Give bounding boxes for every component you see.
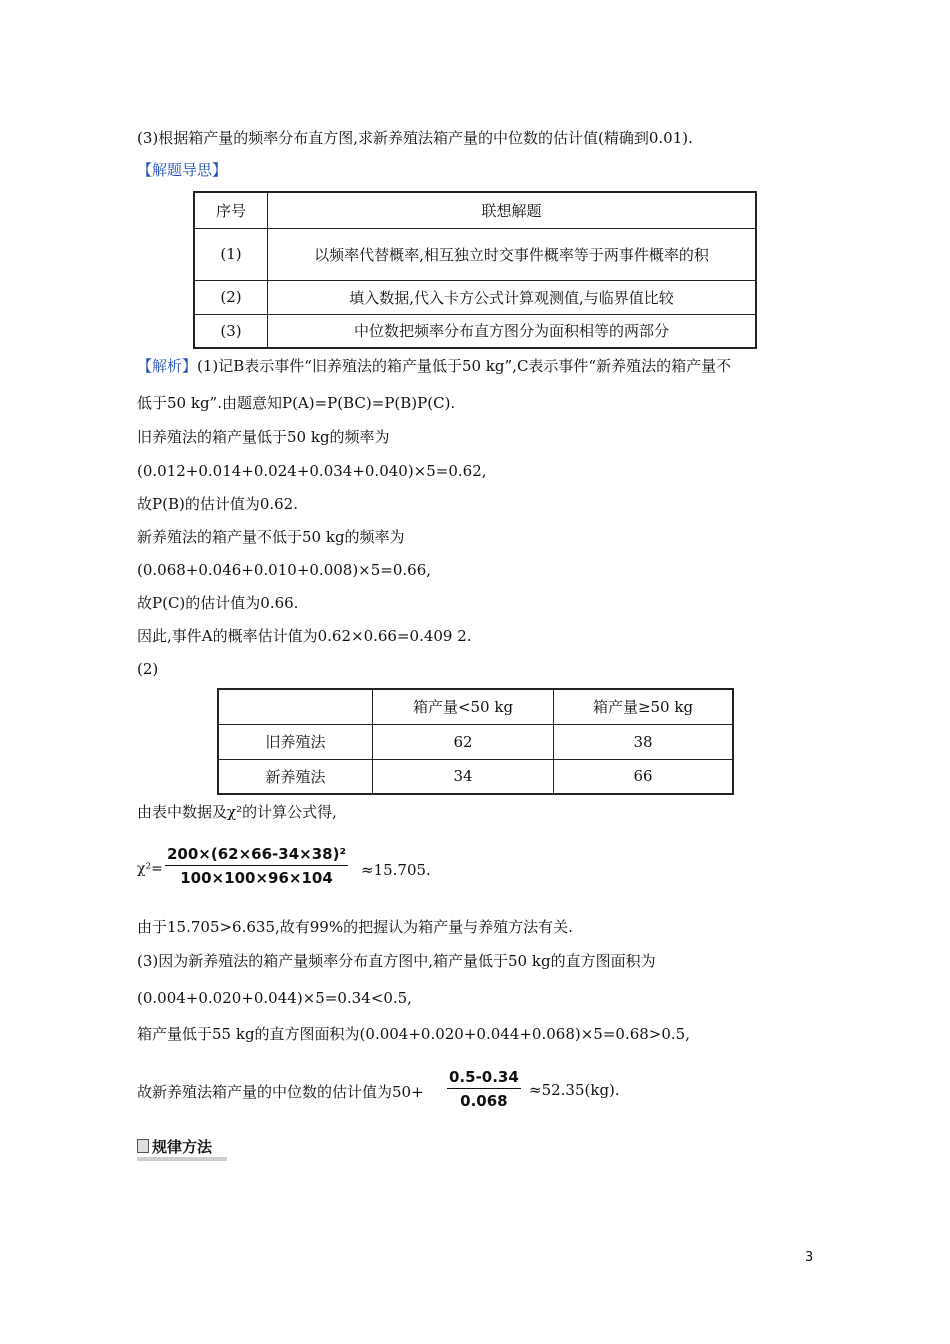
guide-row-no: (1) <box>194 228 268 280</box>
page-number: 3 <box>805 1250 814 1265</box>
median-result: ≈52.35(kg). <box>529 1081 620 1099</box>
median-fraction <box>447 1068 521 1110</box>
section-icon <box>137 1139 149 1153</box>
pa-line: 因此,事件A的概率估计值为0.62×0.66=0.409 2. <box>137 627 472 645</box>
solution-label: 【解析】 <box>137 357 198 375</box>
contingency-header: 箱产量<50 kg <box>373 689 554 724</box>
contingency-header: 箱产量≥50 kg <box>554 689 734 724</box>
median-formula <box>137 1068 657 1120</box>
guide-heading: 【解题导思】 <box>137 161 228 179</box>
chi-numerator: 200×(62×66-34×38)² <box>165 845 348 866</box>
solution-text-1: (1)记B表示事件“旧养殖法的箱产量低于50 kg”,C表示事件“新养殖法的箱产量不 <box>197 357 732 375</box>
new-calc-line: (0.068+0.046+0.010+0.008)×5=0.66, <box>137 561 432 579</box>
guide-row-no: (3) <box>194 314 268 348</box>
section-title: 规律方法 <box>152 1138 213 1156</box>
part-2-label: (2) <box>137 660 159 678</box>
chi-lhs: χ²= <box>137 861 163 877</box>
new-freq-line: 新养殖法的箱产量不低于50 kg的频率为 <box>137 528 405 546</box>
median-numerator: 0.5-0.34 <box>447 1068 521 1089</box>
median-denominator: 0.068 <box>460 1092 508 1110</box>
guide-row-hint: 中位数把频率分布直方图分为面积相等的两部分 <box>268 314 757 348</box>
guide-header-hint: 联想解题 <box>268 192 757 228</box>
contingency-row-label: 旧养殖法 <box>218 724 373 759</box>
contingency-cell: 34 <box>373 759 554 794</box>
contingency-table <box>217 688 734 795</box>
solution-line-1 <box>137 356 731 376</box>
part-3-line: (3)因为新养殖法的箱产量频率分布直方图中,箱产量低于50 kg的直方图面积为 <box>137 952 656 970</box>
contingency-row-label: 新养殖法 <box>218 759 373 794</box>
contingency-cell: 38 <box>554 724 734 759</box>
median-prefix: 故新养殖法箱产量的中位数的估计值为50+ <box>137 1083 424 1101</box>
chi-square-formula <box>137 845 537 901</box>
conclusion-line: 由于15.705>6.635,故有99%的把握认为箱产量与养殖方法有关. <box>137 918 573 936</box>
old-freq-line: 旧养殖法的箱产量低于50 kg的频率为 <box>137 428 390 446</box>
solution-line-2: 低于50 kg”.由题意知P(A)=P(BC)=P(B)P(C). <box>137 394 456 412</box>
contingency-cell: 62 <box>373 724 554 759</box>
section-underline <box>137 1157 227 1161</box>
guide-row-hint: 以频率代替概率,相互独立时交事件概率等于两事件概率的积 <box>268 228 757 280</box>
area-line-1: (0.004+0.020+0.044)×5=0.34<0.5, <box>137 989 412 1007</box>
question-3: (3)根据箱产量的频率分布直方图,求新养殖法箱产量的中位数的估计值(精确到0.01). <box>137 129 693 147</box>
pc-line: 故P(C)的估计值为0.66. <box>137 594 299 612</box>
formula-intro-line: 由表中数据及χ²的计算公式得, <box>137 803 337 821</box>
contingency-header-blank <box>218 689 373 724</box>
old-calc-line: (0.012+0.014+0.024+0.034+0.040)×5=0.62, <box>137 462 487 480</box>
contingency-cell: 66 <box>554 759 734 794</box>
chi-result: ≈15.705. <box>361 861 431 879</box>
pb-line: 故P(B)的估计值为0.62. <box>137 495 298 513</box>
guide-row-no: (2) <box>194 280 268 314</box>
chi-fraction <box>165 845 348 887</box>
section-heading <box>137 1136 212 1157</box>
guide-table <box>193 191 757 349</box>
chi-denominator: 100×100×96×104 <box>180 869 333 887</box>
guide-header-no: 序号 <box>194 192 268 228</box>
area-line-2: 箱产量低于55 kg的直方图面积为(0.004+0.020+0.044+0.068)×5=0.68>0.5, <box>137 1025 690 1043</box>
guide-row-hint: 填入数据,代入卡方公式计算观测值,与临界值比较 <box>268 280 757 314</box>
